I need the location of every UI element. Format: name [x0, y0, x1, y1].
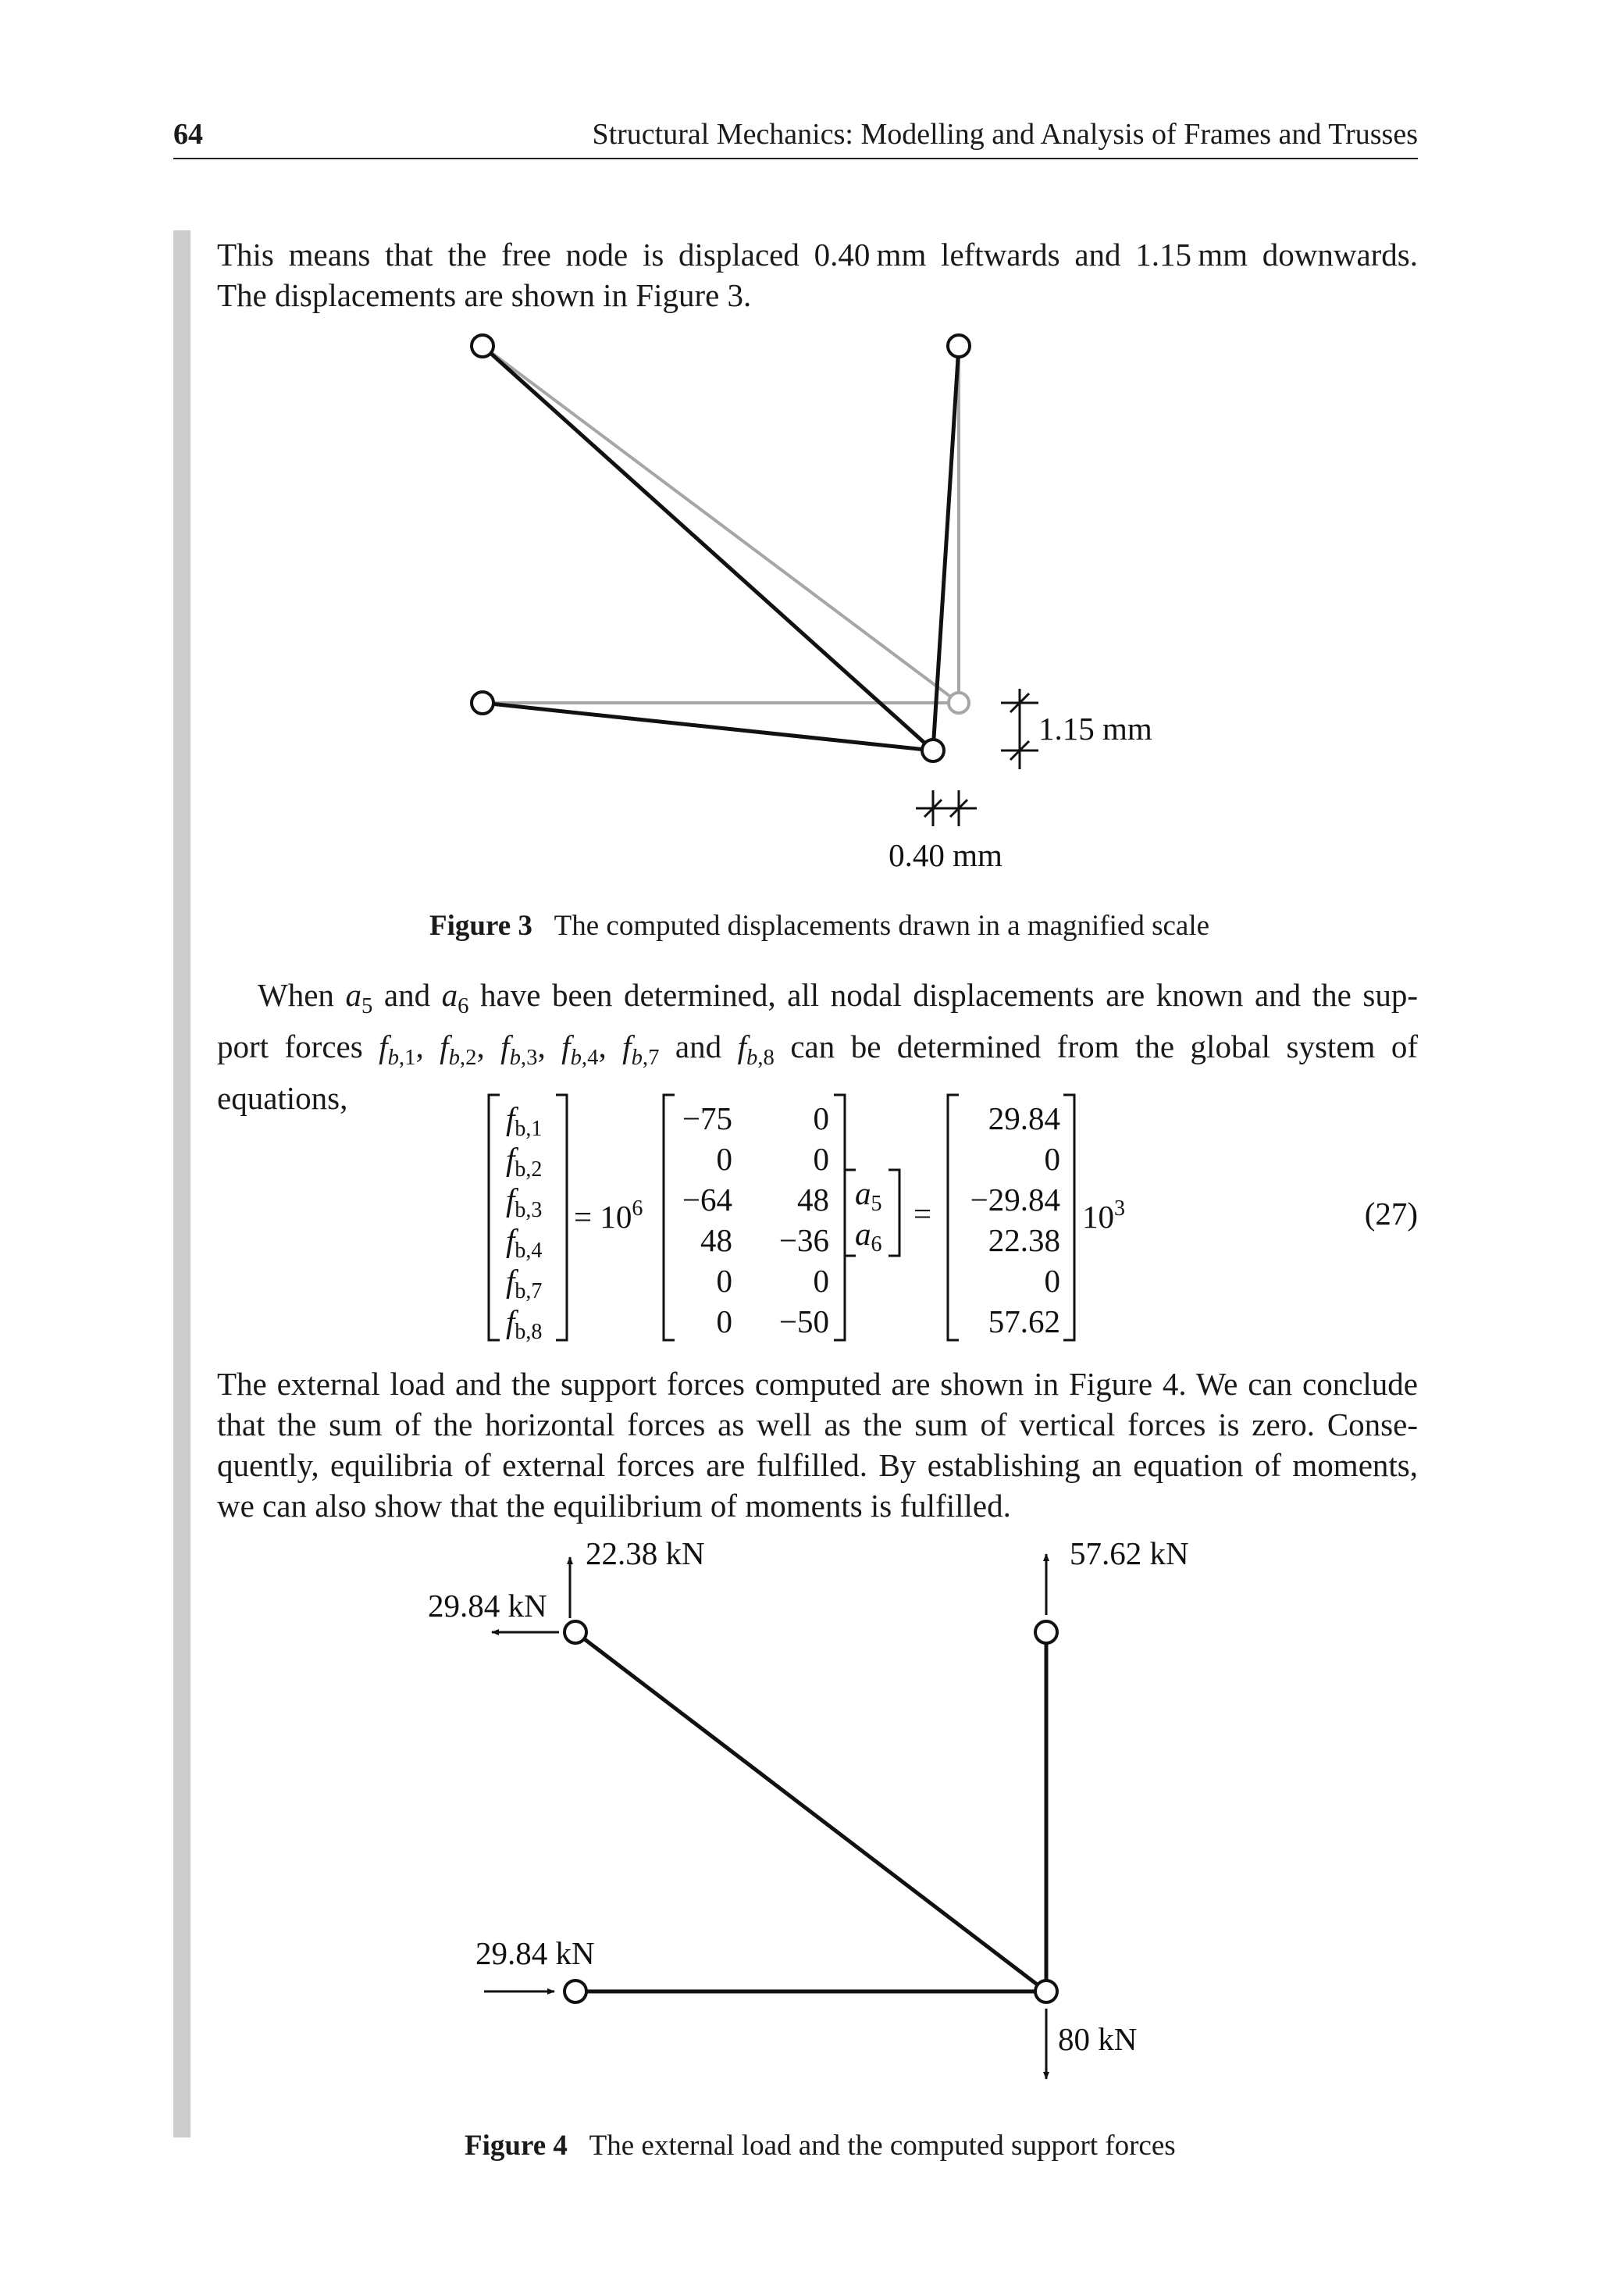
vertical-displacement-label: 1.15 mm — [1038, 711, 1152, 747]
svg-text:0: 0 — [1044, 1263, 1060, 1299]
horizontal-dimension — [916, 790, 977, 826]
svg-text:−75: −75 — [682, 1100, 732, 1136]
horizontal-displacement-label: 0.40 mm — [889, 837, 1002, 873]
svg-text:−29.84: −29.84 — [970, 1182, 1060, 1218]
page-number: 64 — [173, 118, 203, 151]
undeformed-node — [949, 693, 969, 713]
figure-3-caption — [429, 909, 1209, 943]
coefficient-matrix — [682, 1100, 829, 1339]
svg-text:0: 0 — [716, 1263, 732, 1299]
svg-text:fb,3: fb,3 — [506, 1182, 543, 1222]
paragraph-line: When $a_5$ and $a_6$ have been determined, all nodal displacements are known and the sup- — [258, 977, 1418, 1019]
support-node — [948, 335, 970, 357]
paragraph-line: equations, — [217, 1080, 348, 1117]
svg-text:57.62: 57.62 — [988, 1303, 1060, 1339]
figure-caption-text: The external load and the computed support forces — [589, 2130, 1176, 2162]
deformed-bar — [483, 703, 933, 750]
svg-text:a6: a6 — [855, 1216, 882, 1257]
support-node — [564, 1621, 586, 1643]
displaced-node — [922, 740, 944, 761]
force-label: 57.62 kN — [1070, 1535, 1189, 1571]
figure-3-drawing — [0, 0, 1599, 906]
force-label: 29.84 kN — [475, 1935, 595, 1971]
paragraph-line: that the sum of the horizontal forces as well as the sum of vertical forces is zero. Conse- — [217, 1406, 1418, 1442]
paragraph-line: port forces $f_{b,1}$, $f_{b,2}$, $f_{b,3}$, $f_{b,4}$, $f_{b,7}$ and $f_{b,8}$ can be determined from the global system of — [217, 1029, 1419, 1071]
deformed-bar — [483, 346, 933, 750]
svg-text:−64: −64 — [682, 1182, 732, 1218]
svg-text:0: 0 — [716, 1141, 732, 1177]
svg-text:fb,1: fb,1 — [506, 1100, 543, 1141]
svg-text:0: 0 — [1044, 1141, 1060, 1177]
running-title: Structural Mechanics: Modelling and Analysis of Frames and Trusses — [592, 118, 1418, 151]
result-vector — [970, 1100, 1060, 1339]
paragraph-equilibrium — [217, 1364, 1418, 1526]
svg-text:0: 0 — [813, 1141, 829, 1177]
equals-factor: = $10^6$ — [574, 1196, 643, 1235]
svg-text:−36: −36 — [778, 1222, 829, 1258]
svg-text:a5: a5 — [855, 1175, 882, 1216]
svg-text:0: 0 — [813, 1100, 829, 1136]
support-node — [472, 335, 493, 357]
paragraph-line: quently, equilibria of external forces are fulfilled. By establishing an equation of moments, — [217, 1447, 1418, 1483]
svg-text:−50: −50 — [778, 1303, 829, 1339]
lhs-vector — [506, 1100, 542, 1344]
paragraph-line: The displacements are shown in Figure 3. — [217, 277, 752, 313]
figure-4-caption — [465, 2129, 1176, 2162]
loaded-node — [1035, 1980, 1057, 2002]
svg-text:0: 0 — [716, 1303, 732, 1339]
force-label: 29.84 kN — [428, 1588, 547, 1624]
equals-sign: = — [913, 1196, 932, 1232]
paragraph-line: This means that the free node is displaced 0.40 mm leftwards and 1.15 mm downwards. — [217, 237, 1418, 273]
undeformed-bar — [483, 346, 959, 703]
support-node — [564, 1980, 586, 2002]
paragraph-line: we can also show that the equilibrium of moments is fulfilled. — [217, 1488, 1011, 1524]
figure-caption-text: The computed displacements drawn in a magnified scale — [554, 910, 1210, 942]
force-label: 22.38 kN — [586, 1535, 705, 1571]
paragraph-line: The external load and the support forces computed are shown in Figure 4. We can conclude — [217, 1366, 1418, 1402]
displacement-vector — [855, 1175, 882, 1257]
figure-4-drawing — [0, 1523, 1599, 2101]
figure-label: Figure 3 — [429, 910, 532, 942]
support-node — [1035, 1621, 1057, 1643]
support-node — [472, 692, 493, 714]
truss-bar — [575, 1632, 1046, 1991]
vertical-dimension — [1001, 689, 1038, 769]
result-factor: $10^3$ — [1082, 1196, 1125, 1235]
force-label: 80 kN — [1058, 2021, 1138, 2057]
svg-text:fb,7: fb,7 — [506, 1263, 543, 1303]
equation-27 — [0, 1086, 1599, 1351]
svg-text:29.84: 29.84 — [988, 1100, 1060, 1136]
svg-text:48: 48 — [797, 1182, 829, 1218]
svg-text:22.38: 22.38 — [988, 1222, 1060, 1258]
deformed-bar — [933, 346, 959, 750]
svg-text:fb,8: fb,8 — [506, 1303, 543, 1344]
figure-label: Figure 4 — [465, 2130, 568, 2162]
equation-number: (27) — [1364, 1196, 1418, 1232]
svg-text:fb,4: fb,4 — [506, 1222, 543, 1263]
svg-text:0: 0 — [813, 1263, 829, 1299]
svg-text:48: 48 — [700, 1222, 732, 1258]
svg-text:fb,2: fb,2 — [506, 1141, 543, 1182]
